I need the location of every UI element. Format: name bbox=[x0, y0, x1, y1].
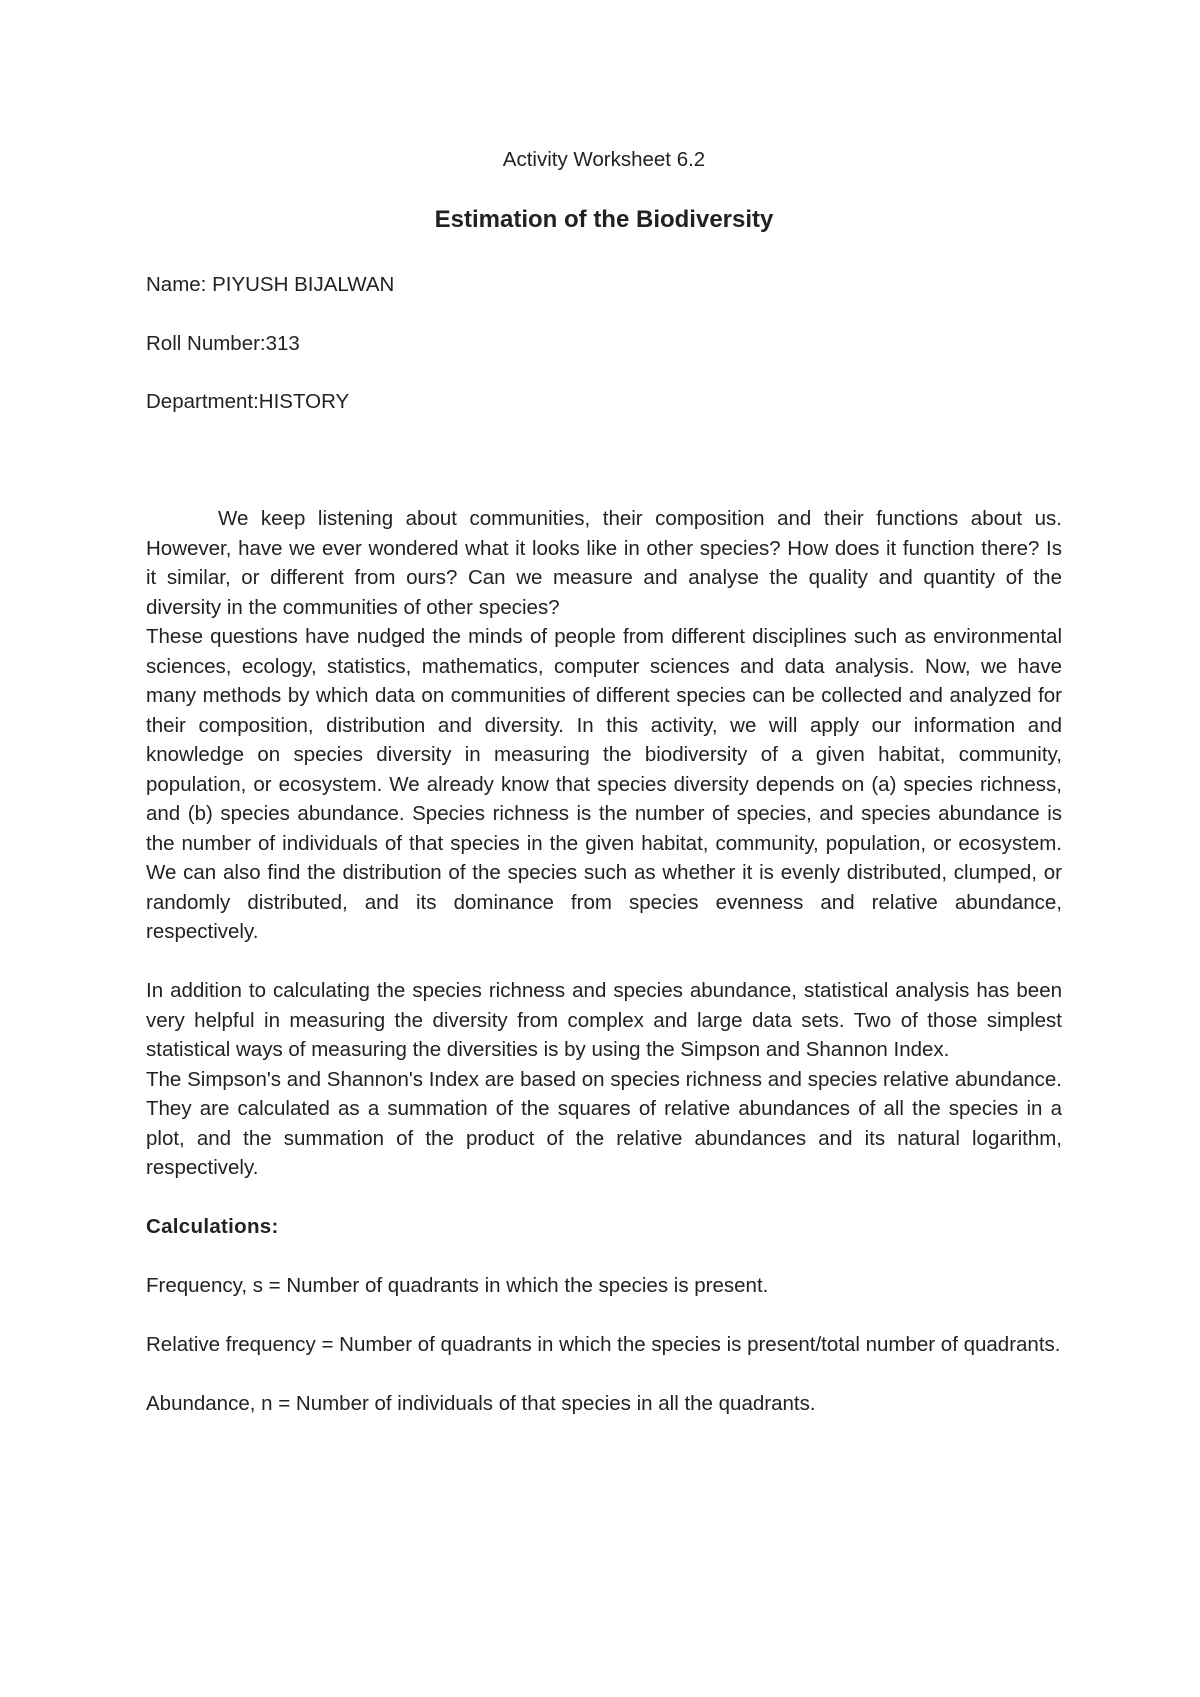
abundance-definition: Abundance, n = Number of individuals of that species in all the quadrants. bbox=[146, 1392, 816, 1415]
department: Department:HISTORY bbox=[146, 390, 350, 413]
roll-number: Roll Number:313 bbox=[146, 332, 300, 355]
paragraph-spacer bbox=[146, 1360, 1062, 1390]
student-name: Name: PIYUSH BIJALWAN bbox=[146, 273, 395, 296]
paragraph-spacer bbox=[146, 1301, 1062, 1331]
worksheet-subtitle: Activity Worksheet 6.2 bbox=[502, 148, 706, 171]
relative-frequency-definition: Relative frequency = Number of quadrants in which the species is present/total number of quadrants. bbox=[146, 1333, 1061, 1356]
body-text bbox=[146, 504, 1062, 1419]
indices-paragraph: The Simpson's and Shannon's Index are based on species richness and species relative abundance. They are calculated as a summation of the squares of relative abundances of all the species in a plot, and the summation of the product of the relative abundances and its natural logarithm, respectively. bbox=[146, 1067, 1062, 1179]
methods-paragraph: These questions have nudged the minds of people from different disciplines such as environmental sciences, ecology, statistics, mathematics, computer sciences and data analysis. Now, we have many methods by which data on communities of different species can be collected and analyzed for their composition, distribution and diversity. In this activity, we will apply our information and knowledge on species diversity in measuring the biodiversity of a given habitat, community, population, or ecosystem. We already know that species diversity depends on (a) species richness, and (b) species abundance. Species richness is the number of species, and species abundance is the number of individuals of that species in the given habitat, community, population, or ecosystem. We can also find the distribution of the species such as whether it is evenly distributed, clumped, or randomly distributed, and its dominance from species evenness and relative abundance, respectively. bbox=[146, 625, 1062, 943]
paragraph-spacer bbox=[146, 1183, 1062, 1213]
statistics-paragraph: In addition to calculating the species richness and species abundance, statistical analysis has been very helpful in measuring the diversity from complex and large data sets. Two of those simplest statistical ways of measuring the diversities is by using the Simpson and Shannon Index. bbox=[146, 979, 1062, 1061]
intro-paragraph: We keep listening about communities, their composition and their functions about us. However, have we ever wondered what it looks like in other species? How does it function there? Is it similar, or different from ours? Can we measure and analyse the quality and quantity of the diversity in the communities of other species? bbox=[146, 507, 1062, 619]
calculations-heading: Calculations: bbox=[146, 1215, 279, 1238]
document-title: Estimation of the Biodiversity bbox=[434, 206, 774, 233]
frequency-definition: Frequency, s = Number of quadrants in which the species is present. bbox=[146, 1274, 769, 1297]
paragraph-spacer bbox=[146, 947, 1062, 977]
paragraph-spacer bbox=[146, 1242, 1062, 1272]
